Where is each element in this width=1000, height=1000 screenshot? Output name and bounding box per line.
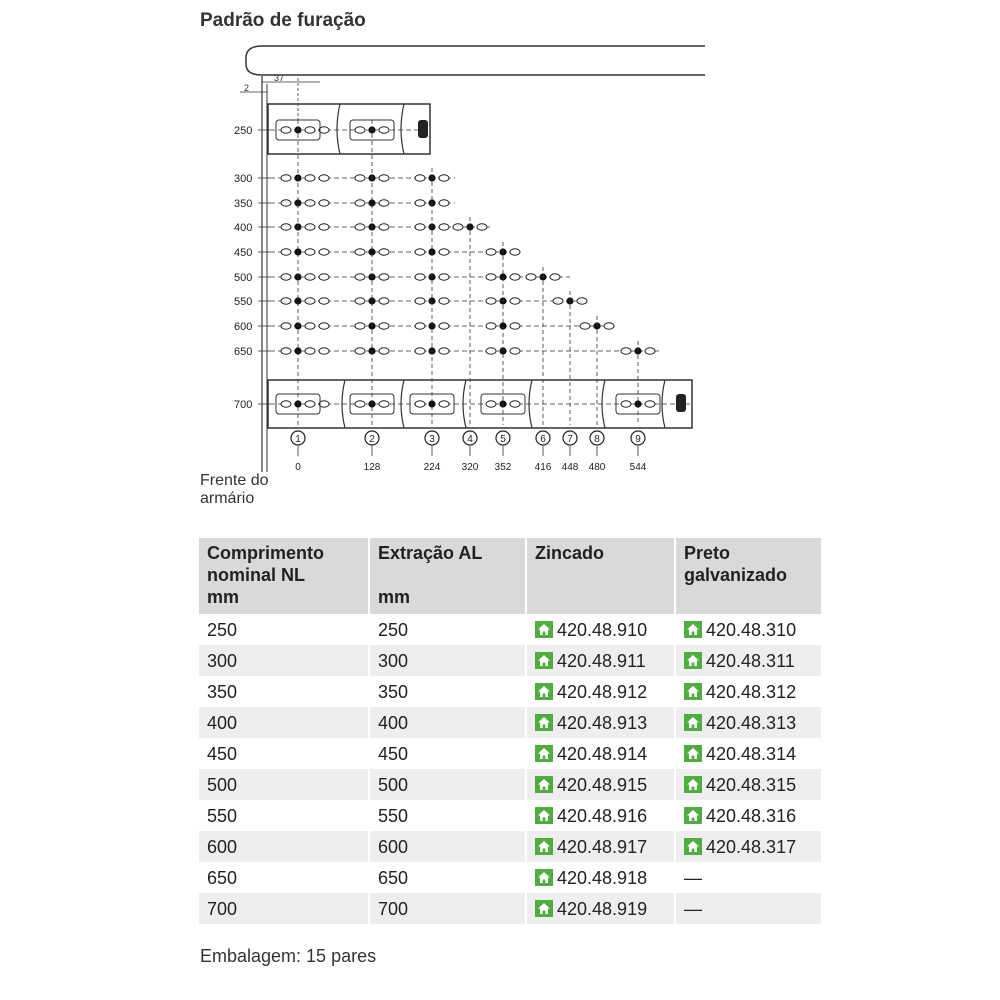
cell-nominal-length-value: 450 bbox=[207, 744, 238, 764]
cell-extraction bbox=[369, 707, 526, 738]
cell-nominal-length-value: 400 bbox=[207, 713, 238, 733]
drill-hole bbox=[281, 174, 329, 181]
cell-extraction-value: 650 bbox=[378, 868, 409, 888]
table-row bbox=[199, 769, 821, 800]
row-length-label: 450 bbox=[234, 247, 253, 259]
house-icon bbox=[535, 714, 553, 731]
house-icon bbox=[684, 714, 702, 731]
house-icon bbox=[535, 776, 553, 793]
cell-nominal-length bbox=[199, 831, 369, 862]
column-number: 4 bbox=[467, 434, 473, 445]
row-length-label: 250 bbox=[234, 125, 253, 137]
cell-zinc-code bbox=[526, 862, 675, 893]
cell-zinc-code bbox=[526, 614, 675, 645]
cell-black-code bbox=[675, 676, 821, 707]
cell-black-code bbox=[675, 800, 821, 831]
cell-extraction bbox=[369, 831, 526, 862]
drill-hole bbox=[281, 322, 329, 329]
cabinet-front-label: Frente do armário bbox=[200, 472, 269, 507]
cell-extraction bbox=[369, 769, 526, 800]
cell-nominal-length bbox=[199, 800, 369, 831]
cell-extraction-value: 350 bbox=[378, 682, 409, 702]
cell-extraction bbox=[369, 862, 526, 893]
house-icon bbox=[684, 807, 702, 824]
column-position-label: 320 bbox=[461, 462, 479, 473]
house-icon bbox=[535, 838, 553, 855]
cell-extraction-value: 400 bbox=[378, 713, 409, 733]
cell-nominal-length-value: 550 bbox=[207, 806, 238, 826]
house-icon bbox=[684, 776, 702, 793]
cell-black-code bbox=[675, 645, 821, 676]
house-icon bbox=[684, 838, 702, 855]
cell-nominal-length-value: 700 bbox=[207, 899, 238, 919]
house-icon bbox=[535, 900, 553, 917]
column-number: 9 bbox=[635, 434, 641, 445]
table-row bbox=[199, 893, 821, 924]
rail-250 bbox=[268, 104, 430, 154]
row-length-label: 550 bbox=[234, 296, 253, 308]
column-position-label: 480 bbox=[588, 462, 606, 473]
cell-black-code-value: 420.48.311 bbox=[706, 651, 795, 671]
cell-nominal-length-value: 600 bbox=[207, 837, 238, 857]
row-length-label: 650 bbox=[234, 346, 253, 358]
house-icon bbox=[535, 807, 553, 824]
dimension-label: 37 bbox=[274, 73, 285, 83]
row-length-label: 300 bbox=[234, 173, 253, 185]
row-length-label: 400 bbox=[234, 222, 253, 234]
cell-nominal-length-value: 350 bbox=[207, 682, 238, 702]
cell-black-code-value: — bbox=[684, 899, 702, 919]
column-position-label: 448 bbox=[561, 462, 579, 473]
column-position-label: 544 bbox=[629, 462, 647, 473]
drill-hole bbox=[281, 248, 329, 255]
cell-black-code bbox=[675, 707, 821, 738]
table-row bbox=[199, 676, 821, 707]
cell-black-code-value: 420.48.316 bbox=[706, 806, 797, 826]
cell-nominal-length bbox=[199, 862, 369, 893]
drill-hole bbox=[281, 273, 329, 280]
drill-hole bbox=[281, 297, 329, 304]
cell-extraction-value: 600 bbox=[378, 837, 409, 857]
cell-extraction bbox=[369, 893, 526, 924]
row-length-label: 350 bbox=[234, 198, 253, 210]
dimension-label: 2 bbox=[244, 83, 250, 93]
cell-black-code-value: 420.48.317 bbox=[706, 837, 797, 857]
cell-black-code bbox=[675, 862, 821, 893]
cell-zinc-code-value: 420.48.917 bbox=[557, 837, 648, 857]
house-icon bbox=[684, 652, 702, 669]
house-icon bbox=[535, 652, 553, 669]
cell-zinc-code bbox=[526, 893, 675, 924]
house-icon bbox=[535, 745, 553, 762]
column-number: 7 bbox=[567, 434, 573, 445]
cell-nominal-length bbox=[199, 738, 369, 769]
cell-extraction bbox=[369, 800, 526, 831]
header-nominal-length: Comprimento nominal NL mm bbox=[199, 538, 369, 614]
cell-nominal-length bbox=[199, 707, 369, 738]
cell-black-code-value: 420.48.312 bbox=[706, 682, 797, 702]
cell-zinc-code bbox=[526, 769, 675, 800]
cell-black-code-value: 420.48.314 bbox=[706, 744, 797, 764]
cell-nominal-length bbox=[199, 769, 369, 800]
page-title: Padrão de furação bbox=[200, 10, 366, 31]
cell-extraction bbox=[369, 614, 526, 645]
cell-zinc-code bbox=[526, 707, 675, 738]
row-length-label: 700 bbox=[234, 399, 253, 411]
house-icon bbox=[535, 621, 553, 638]
header-black-galvanized: Preto galvanizado bbox=[675, 538, 821, 614]
drill-hole bbox=[281, 223, 329, 230]
cell-extraction-value: 700 bbox=[378, 899, 409, 919]
column-position-label: 224 bbox=[423, 462, 441, 473]
column-position-label: 0 bbox=[295, 462, 301, 473]
table-row bbox=[199, 800, 821, 831]
column-number: 3 bbox=[429, 434, 435, 445]
cell-zinc-code bbox=[526, 738, 675, 769]
cell-black-code-value: — bbox=[684, 868, 702, 888]
row-length-label: 600 bbox=[234, 321, 253, 333]
table-row bbox=[199, 707, 821, 738]
cell-zinc-code-value: 420.48.915 bbox=[557, 775, 648, 795]
cell-zinc-code bbox=[526, 800, 675, 831]
cell-zinc-code-value: 420.48.919 bbox=[557, 899, 648, 919]
column-number: 2 bbox=[369, 434, 375, 445]
cabinet-top-panel bbox=[246, 46, 705, 75]
cell-zinc-code-value: 420.48.910 bbox=[557, 620, 648, 640]
cell-zinc-code bbox=[526, 676, 675, 707]
table-row bbox=[199, 738, 821, 769]
rail-end-stop bbox=[676, 394, 686, 412]
drill-hole bbox=[410, 394, 454, 414]
table-row bbox=[199, 831, 821, 862]
rail-end-stop bbox=[418, 120, 428, 138]
house-icon bbox=[684, 621, 702, 638]
drill-hole bbox=[281, 199, 329, 206]
house-icon bbox=[684, 683, 702, 700]
cell-extraction-value: 550 bbox=[378, 806, 409, 826]
cell-black-code-value: 420.48.310 bbox=[706, 620, 797, 640]
house-icon bbox=[535, 683, 553, 700]
cell-extraction bbox=[369, 738, 526, 769]
hole-rows bbox=[234, 104, 692, 428]
column-position-label: 128 bbox=[363, 462, 381, 473]
cell-nominal-length bbox=[199, 676, 369, 707]
column-position-label: 352 bbox=[494, 462, 512, 473]
column-number: 5 bbox=[500, 434, 506, 445]
cell-zinc-code-value: 420.48.918 bbox=[557, 868, 648, 888]
cell-black-code bbox=[675, 831, 821, 862]
cell-black-code bbox=[675, 738, 821, 769]
cell-nominal-length bbox=[199, 893, 369, 924]
table-row bbox=[199, 645, 821, 676]
header-extraction: Extração AL mm bbox=[369, 538, 526, 614]
header-zinc: Zincado bbox=[526, 538, 675, 614]
cell-nominal-length bbox=[199, 645, 369, 676]
packaging-note: Embalagem: 15 pares bbox=[200, 946, 377, 966]
cell-nominal-length-value: 300 bbox=[207, 651, 238, 671]
cell-zinc-code-value: 420.48.911 bbox=[557, 651, 646, 671]
cell-nominal-length-value: 250 bbox=[207, 620, 238, 640]
cell-extraction bbox=[369, 676, 526, 707]
cell-zinc-code-value: 420.48.916 bbox=[557, 806, 648, 826]
cell-extraction-value: 450 bbox=[378, 744, 409, 764]
hole-columns bbox=[291, 120, 647, 473]
cell-nominal-length bbox=[199, 614, 369, 645]
cell-zinc-code-value: 420.48.912 bbox=[557, 682, 648, 702]
cell-black-code bbox=[675, 769, 821, 800]
column-number: 8 bbox=[594, 434, 600, 445]
cell-extraction-value: 500 bbox=[378, 775, 409, 795]
column-number: 6 bbox=[540, 434, 546, 445]
cell-extraction-value: 300 bbox=[378, 651, 409, 671]
cell-zinc-code-value: 420.48.914 bbox=[557, 744, 648, 764]
cell-black-code bbox=[675, 893, 821, 924]
house-icon bbox=[535, 869, 553, 886]
product-table bbox=[199, 538, 821, 924]
cell-extraction-value: 250 bbox=[378, 620, 409, 640]
table-row bbox=[199, 862, 821, 893]
cell-black-code-value: 420.48.313 bbox=[706, 713, 797, 733]
table-row bbox=[199, 614, 821, 645]
cell-zinc-code-value: 420.48.913 bbox=[557, 713, 648, 733]
cell-zinc-code bbox=[526, 645, 675, 676]
house-icon bbox=[684, 745, 702, 762]
row-length-label: 500 bbox=[234, 272, 253, 284]
cell-black-code bbox=[675, 614, 821, 645]
cell-black-code-value: 420.48.315 bbox=[706, 775, 797, 795]
cell-zinc-code bbox=[526, 831, 675, 862]
drill-hole bbox=[281, 347, 329, 354]
cell-extraction bbox=[369, 645, 526, 676]
column-position-label: 416 bbox=[534, 462, 552, 473]
column-number: 1 bbox=[295, 434, 301, 445]
cell-nominal-length-value: 500 bbox=[207, 775, 238, 795]
cell-nominal-length-value: 650 bbox=[207, 868, 238, 888]
